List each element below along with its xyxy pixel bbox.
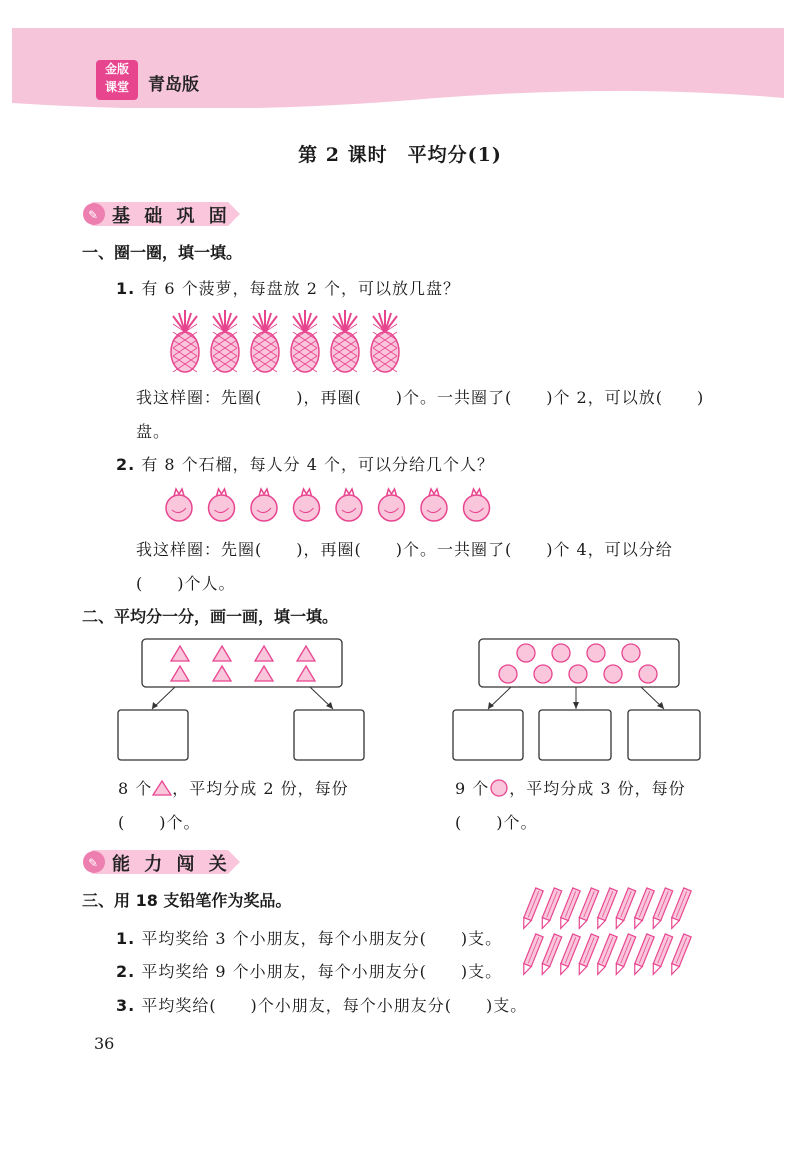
triangle-item <box>213 666 231 681</box>
problem-3-1: 1. 平均奖给 3 个小朋友，每个小朋友分( )支。 <box>116 929 503 948</box>
circle-item <box>534 665 552 683</box>
edition-label: 青岛版 <box>148 75 199 95</box>
pomegranate-icon <box>209 489 235 521</box>
triangle-item <box>297 666 315 681</box>
right-division-text: 9 个 ，平均分成 3 份，每份 <box>455 779 686 798</box>
pineapple-icon <box>291 310 319 372</box>
circle-item <box>639 665 657 683</box>
right-division-blank: ( )个。 <box>455 813 538 832</box>
pineapple-icon <box>251 310 279 372</box>
circle-item <box>587 644 605 662</box>
pineapple-icon <box>211 310 239 372</box>
section-title-basic: 基 础 巩 固 <box>112 206 231 227</box>
pomegranate-icon <box>379 489 405 521</box>
answer-box-right-2 <box>539 710 611 760</box>
answer-box-right-1 <box>453 710 523 760</box>
triangle-item <box>255 666 273 681</box>
problem-1-2-answer-cont: ( )个人。 <box>136 574 236 593</box>
pomegranate-icon <box>251 489 277 521</box>
left-division-text: 8 个 ，平均分成 2 份，每份 <box>118 779 349 798</box>
svg-text:✎: ✎ <box>88 208 99 222</box>
svg-text:✎: ✎ <box>88 856 99 870</box>
question-2-heading: 二、平均分一分，画一画，填一填。 <box>82 607 339 626</box>
triangle-item <box>171 646 189 661</box>
pomegranate-icon <box>294 489 320 521</box>
circle-item <box>622 644 640 662</box>
pomegranate-row <box>163 486 508 526</box>
triangle-item <box>213 646 231 661</box>
triangle-item <box>297 646 315 661</box>
problem-1-1: 1. 有 6 个菠萝，每盘放 2 个，可以放几盘？ <box>116 279 461 298</box>
left-division-blank: ( )个。 <box>118 813 201 832</box>
pineapple-row <box>165 306 415 376</box>
publisher-logo: 金版 课堂 <box>96 60 138 100</box>
circle-division-diagram <box>448 636 708 766</box>
triangle-icon <box>152 780 172 796</box>
pomegranate-icon <box>421 489 447 521</box>
circle-icon <box>489 779 509 797</box>
problem-1-2: 2. 有 8 个石榴，每人分 4 个，可以分给几个人？ <box>116 455 495 474</box>
pineapple-icon <box>371 310 399 372</box>
page-number: 36 <box>94 1034 115 1053</box>
question-1-heading: 一、圈一圈，填一填。 <box>82 243 243 262</box>
pineapple-icon <box>171 310 199 372</box>
circle-item <box>499 665 517 683</box>
triangle-division-diagram <box>110 636 375 766</box>
answer-box-left-2 <box>294 710 364 760</box>
circle-item <box>604 665 622 683</box>
problem-1-1-answer: 我这样圈：先圈( )，再圈( )个。一共圈了( )个 2，可以放( ) <box>136 388 705 407</box>
problem-3-2: 2. 平均奖给 9 个小朋友，每个小朋友分( )支。 <box>116 962 503 981</box>
pineapple-icon <box>331 310 359 372</box>
pencil-icon <box>520 934 543 976</box>
triangle-item <box>255 646 273 661</box>
problem-3-3: 3. 平均奖给( )个小朋友，每个小朋友分( )支。 <box>116 996 528 1015</box>
circle-item <box>569 665 587 683</box>
pomegranate-icon <box>336 489 362 521</box>
problem-1-2-answer: 我这样圈：先圈( )，再圈( )个。一共圈了( )个 4，可以分给 <box>136 540 673 559</box>
pencil-icon <box>520 888 543 930</box>
answer-box-right-3 <box>628 710 700 760</box>
circle-item <box>517 644 535 662</box>
pomegranate-icon <box>464 489 490 521</box>
lesson-title: 第 2 课时 平均分(1) <box>298 144 502 166</box>
triangle-item <box>171 666 189 681</box>
pencil-group <box>518 886 718 978</box>
pomegranate-icon <box>166 489 192 521</box>
problem-1-1-answer-cont: 盘。 <box>136 422 171 441</box>
section-title-challenge: 能 力 闯 关 <box>112 854 231 875</box>
answer-box-left-1 <box>118 710 188 760</box>
question-3-heading: 三、用 18 支铅笔作为奖品。 <box>82 891 292 910</box>
circle-item <box>552 644 570 662</box>
